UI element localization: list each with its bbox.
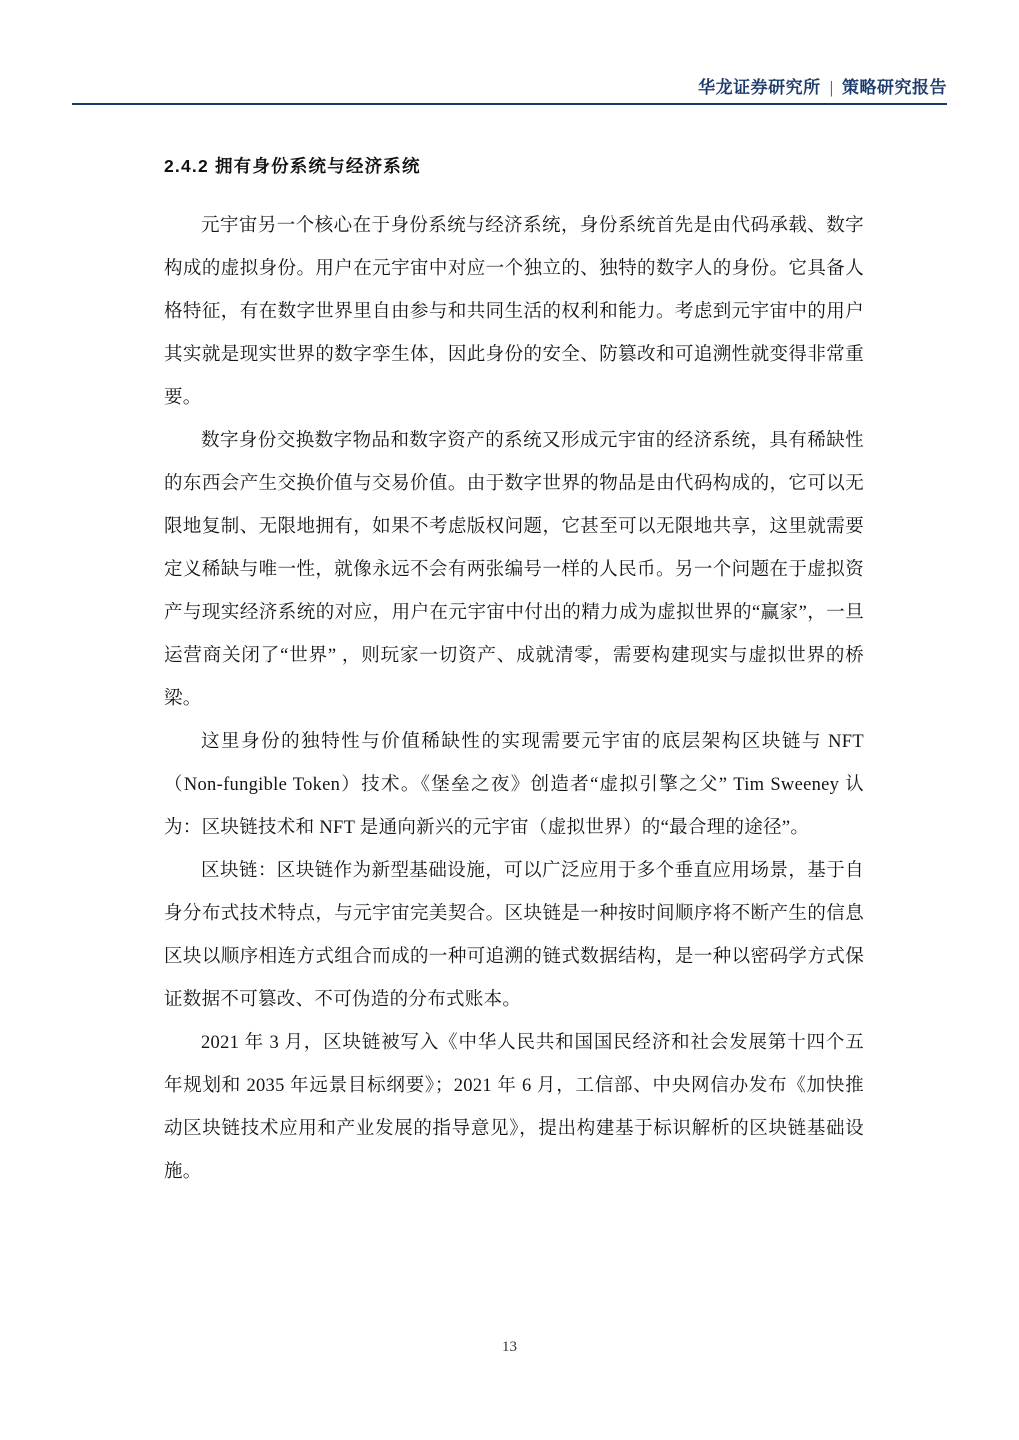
body-paragraph: 数字身份交换数字物品和数字资产的系统又形成元宇宙的经济系统，具有稀缺性的东西会产生交换价值与交易价值。由于数字世界的物品是由代码构成的，它可以无限地复制、无限地拥有，如果不考虑版权问题，它甚至可以无限地共享，这里就需要定义稀缺与唯一性，就像永远不会有两张编号一样的人民币。另一个问题在于虚拟资产与现实经济系统的对应，用户在元宇宙中付出的精力成为虚拟世界的“赢家”，一旦运营商关闭了“世界” ，则玩家一切资产、成就清零，需要构建现实与虚拟世界的桥梁。 — [164, 430, 864, 709]
header-titles — [72, 62, 947, 96]
header-report-type: 策略研究报告 — [842, 78, 947, 97]
header-institution: 华龙证券研究所 — [698, 78, 821, 97]
document-body — [164, 140, 864, 1194]
header-divider — [72, 103, 947, 105]
body-paragraph: 2021 年 3 月，区块链被写入《中华人民共和国国民经济和社会发展第十四个五年规划和 2035 年远景目标纲要》；2021 年 6 月，工信部、中央网信办发布《加快推动区块链技术应用和产业发展的指导意见》，提出构建基于标识解析的区块链基础设施。 — [164, 1032, 864, 1182]
header-separator: | — [829, 78, 833, 97]
page-footer — [0, 1338, 1019, 1356]
page-number: 13 — [502, 1339, 517, 1355]
body-paragraph: 区块链：区块链作为新型基础设施，可以广泛应用于多个垂直应用场景，基于自身分布式技术特点，与元宇宙完美契合。区块链是一种按时间顺序将不断产生的信息区块以顺序相连方式组合而成的一种可追溯的链式数据结构，是一种以密码学方式保证数据不可篡改、不可伪造的分布式账本。 — [164, 860, 864, 1010]
page-header — [72, 62, 947, 108]
body-paragraph: 这里身份的独特性与价值稀缺性的实现需要元宇宙的底层架构区块链与 NFT（Non-fungible Token）技术。《堡垒之夜》创造者“虚拟引擎之父” Tim Sweeney 认为：区块链技术和 NFT 是通向新兴的元宇宙（虚拟世界）的“最合理的途径”。 — [164, 731, 864, 838]
section-heading: 2.4.2 拥有身份系统与经济系统 — [164, 156, 421, 176]
body-paragraph: 元宇宙另一个核心在于身份系统与经济系统，身份系统首先是由代码承载、数字构成的虚拟身份。用户在元宇宙中对应一个独立的、独特的数字人的身份。它具备人格特征，有在数字世界里自由参与和共同生活的权利和能力。考虑到元宇宙中的用户其实就是现实世界的数字孪生体，因此身份的安全、防篡改和可追溯性就变得非常重要。 — [164, 215, 864, 408]
